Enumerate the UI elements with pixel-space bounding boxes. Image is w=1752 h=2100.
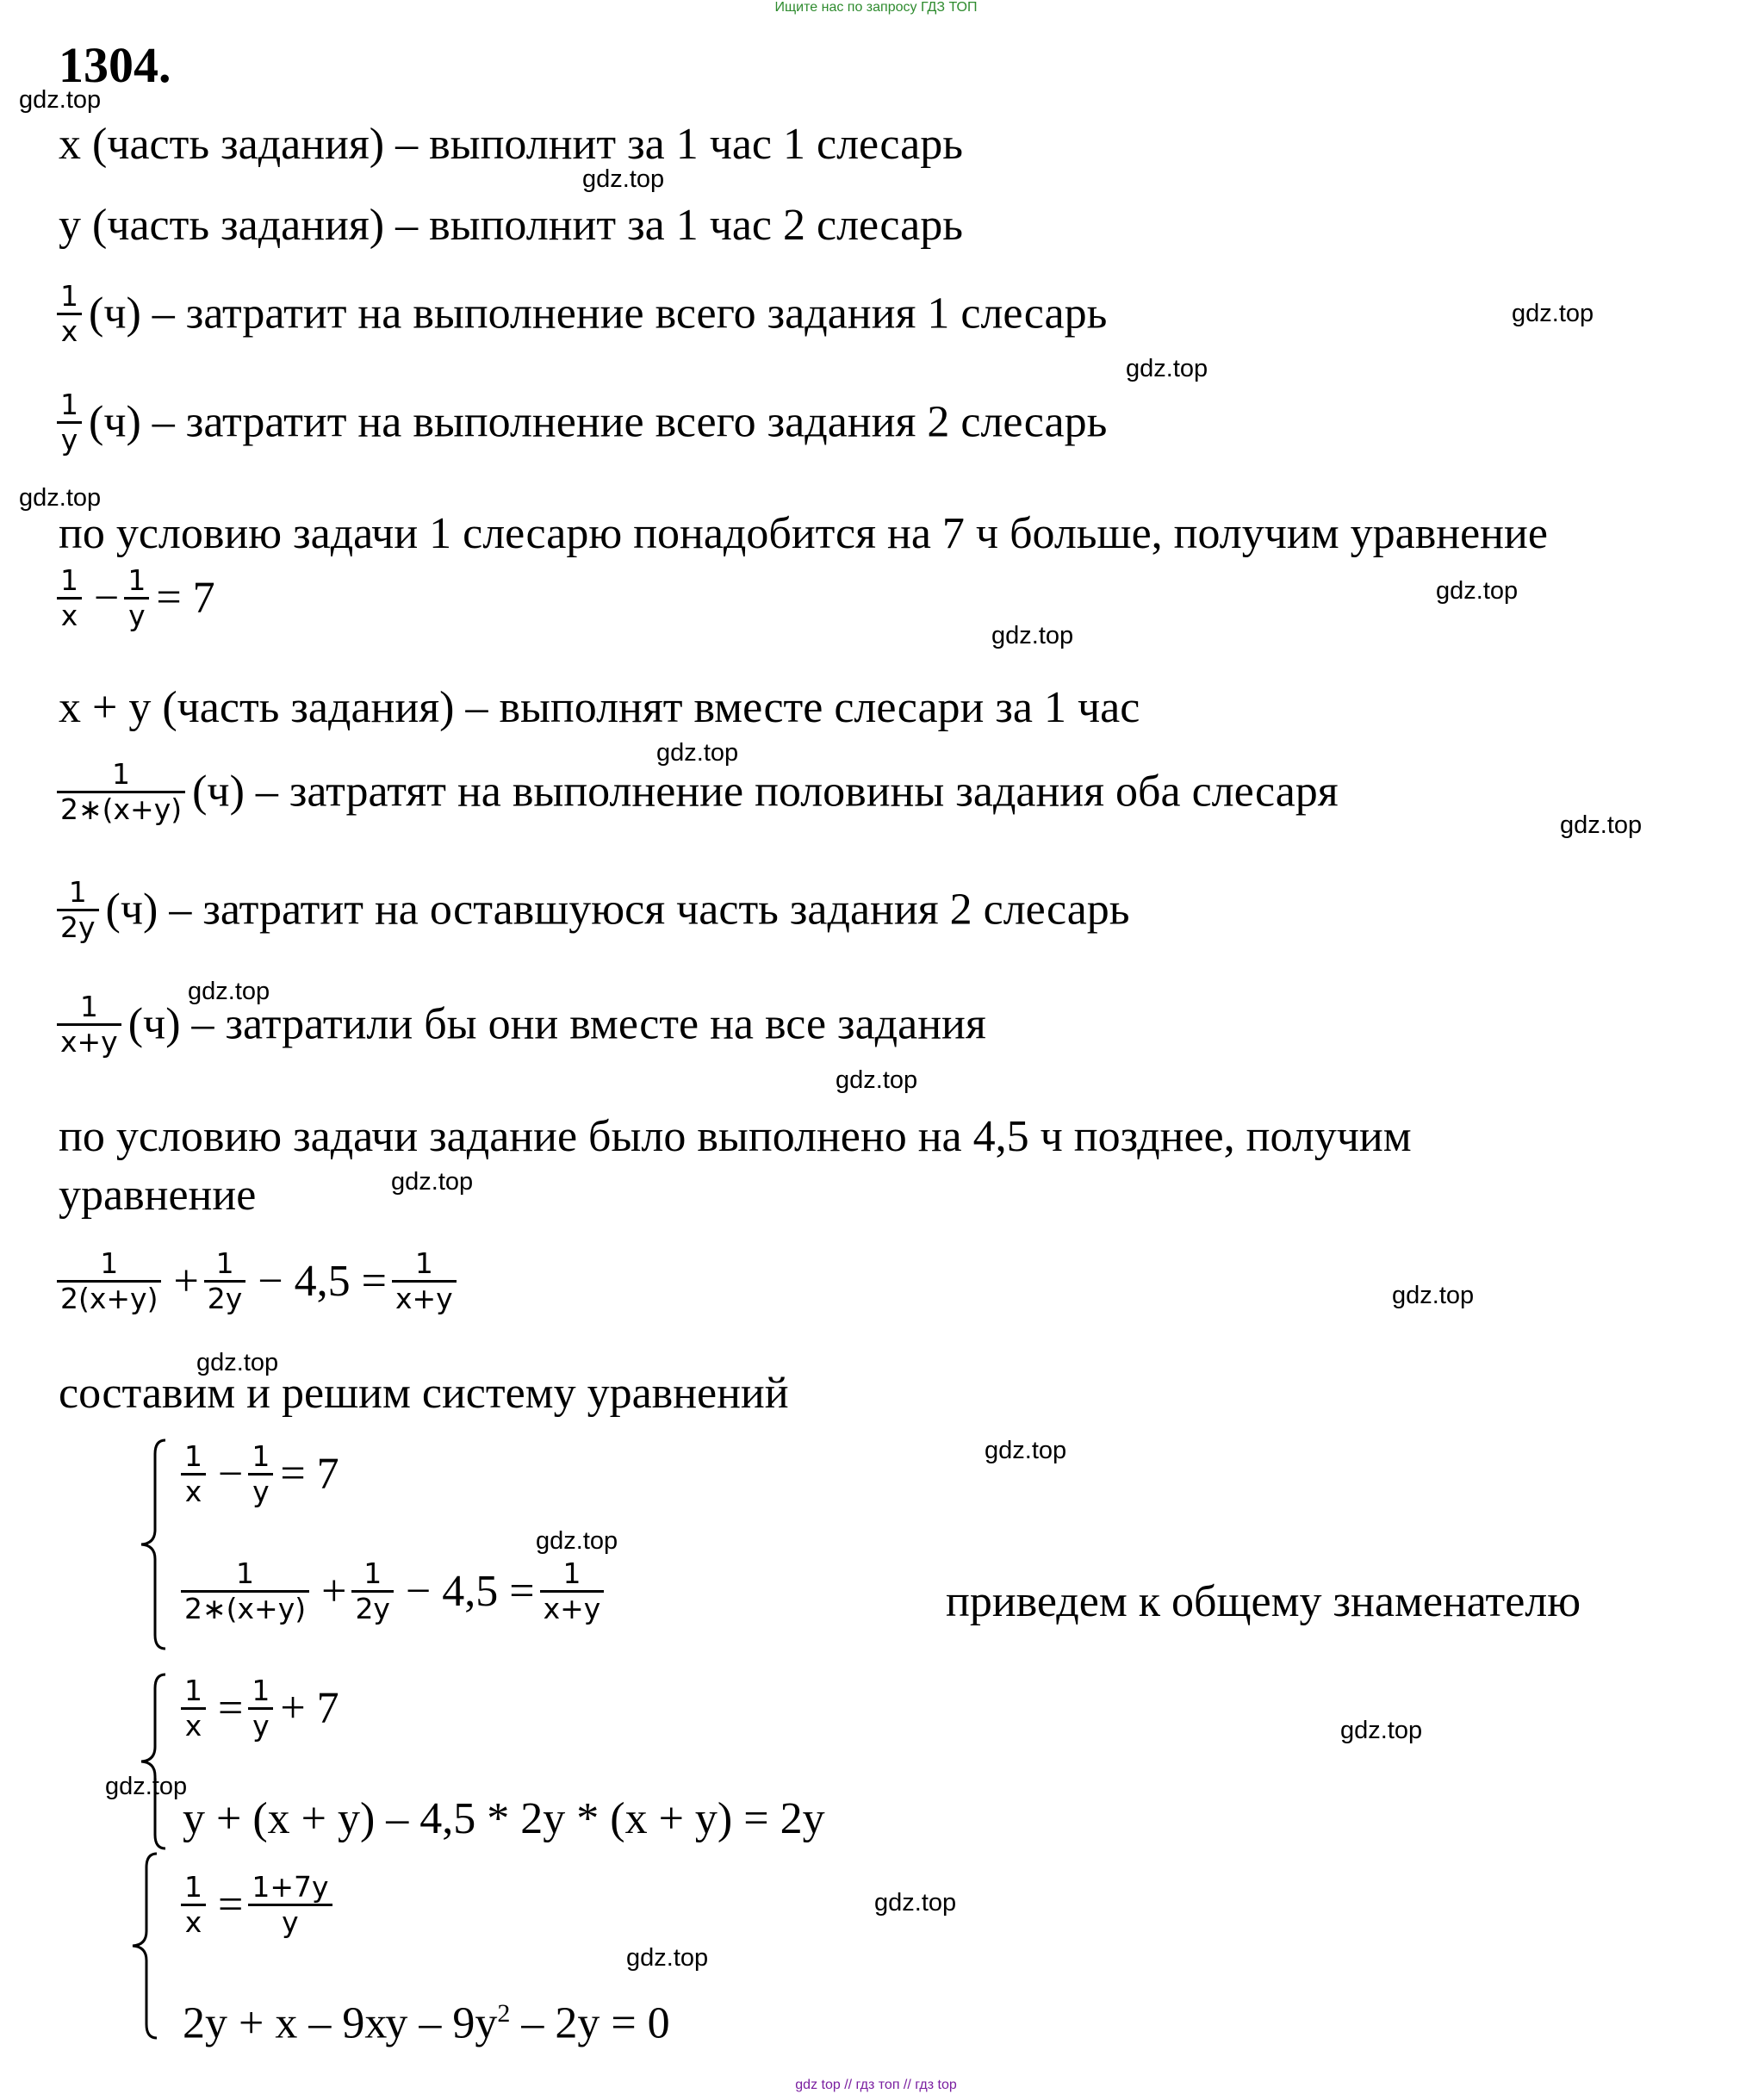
fraction-1-over-x: $\frac{1}{x}$: [57, 280, 82, 348]
text-line-x-definition: х (часть задания) – выполнит за 1 час 1 слесарь: [59, 120, 963, 169]
watermark: gdz.top: [985, 1437, 1067, 1464]
watermark: gdz.top: [1436, 577, 1519, 605]
system-2-eq-1: $\frac{1}{x}$ = $\frac{1}{y}$ + 7: [181, 1674, 339, 1743]
text-line-remaining: $\frac{1}{2y}$ (ч) – затратит на оставшуюся часть задания 2 слесарь: [57, 876, 1130, 944]
watermark: gdz.top: [656, 739, 739, 767]
text-line-y-definition: у (часть задания) – выполнит за 1 час 2 слесарь: [59, 201, 963, 250]
text-line-whole-together: $\frac{1}{x+y}$ (ч) – затратили бы они вместе на все задания: [57, 991, 986, 1059]
text-line-condition-2b: уравнение: [59, 1171, 257, 1220]
text-line-condition-1: по условию задачи 1 слесарю понадобится на 7 ч больше, получим уравнение: [59, 509, 1548, 558]
watermark: gdz.top: [19, 86, 102, 114]
watermark: gdz.top: [196, 1349, 279, 1376]
watermark: gdz.top: [1512, 300, 1594, 327]
watermark: gdz.top: [536, 1527, 618, 1555]
watermark: gdz.top: [626, 1944, 709, 1972]
text-line-time-2: $\frac{1}{y}$ (ч) – затратит на выполнение всего задания 2 слесарь: [57, 388, 1107, 457]
system-1-eq-1: $\frac{1}{x}$ − $\frac{1}{y}$ = 7: [181, 1440, 339, 1508]
watermark: gdz.top: [391, 1168, 474, 1196]
text-line-together: х + у (часть задания) – выполнят вместе слесари за 1 час: [59, 683, 1140, 732]
equation-2: $\frac{1}{2(x+y)}$ + $\frac{1}{2y}$ − 4,5 = $\frac{1}{x+y}$: [57, 1247, 463, 1315]
equation-1: $\frac{1}{x}$ − $\frac{1}{y}$ = 7: [57, 564, 215, 632]
system-3-eq-2: $2у + х - 9ху - 9у^2 - 2у = 0$: [183, 1998, 670, 2048]
watermark: gdz.top: [1560, 811, 1643, 839]
text-line-system: составим и решим систему уравнений: [59, 1369, 789, 1418]
hint-common-denominator: приведем к общему знаменателю: [946, 1577, 1581, 1626]
watermark: gdz.top: [188, 978, 270, 1005]
watermark: gdz.top: [1392, 1282, 1475, 1309]
system-1-eq-2: $\frac{1}{2∗(x+y)}$ + $\frac{1}{2y}$ − 4,5 = $\frac{1}{x+y}$: [181, 1557, 611, 1625]
watermark: gdz.top: [1126, 355, 1208, 382]
text-line-condition-2a: по условию задачи задание было выполнено на 4,5 ч позднее, получим: [59, 1112, 1412, 1161]
system-brace-2: [136, 1671, 171, 1852]
watermark: gdz.top: [836, 1066, 918, 1094]
system-brace-1: [136, 1437, 171, 1652]
system-2-eq-2: у + (х + у) – 4,5 * 2у * (х + у) = 2у: [183, 1794, 825, 1843]
watermark: gdz.top: [582, 165, 665, 193]
system-3-eq-1: $\frac{1}{x}$ = $\frac{1+7y}{y}$: [181, 1871, 339, 1939]
fraction-1-over-y: $\frac{1}{y}$: [57, 388, 82, 457]
watermark: gdz.top: [1340, 1717, 1423, 1744]
text-line-time-1: $\frac{1}{x}$ (ч) – затратит на выполнение всего задания 1 слесарь: [57, 280, 1107, 348]
system-brace-3: [127, 1850, 162, 2041]
bottom-banner: gdz top // гдз топ // гдз top: [795, 2078, 957, 2092]
watermark: gdz.top: [874, 1889, 957, 1917]
watermark: gdz.top: [105, 1773, 188, 1800]
watermark: gdz.top: [991, 622, 1074, 649]
watermark: gdz.top: [19, 484, 102, 512]
text-line-half-task: $\frac{1}{2∗(x+y)}$ (ч) – затратят на выполнение половины задания оба слесаря: [57, 758, 1339, 826]
problem-number: 1304.: [59, 37, 171, 93]
top-banner: Ищите нас по запросу ГДЗ ТОП: [774, 0, 978, 15]
